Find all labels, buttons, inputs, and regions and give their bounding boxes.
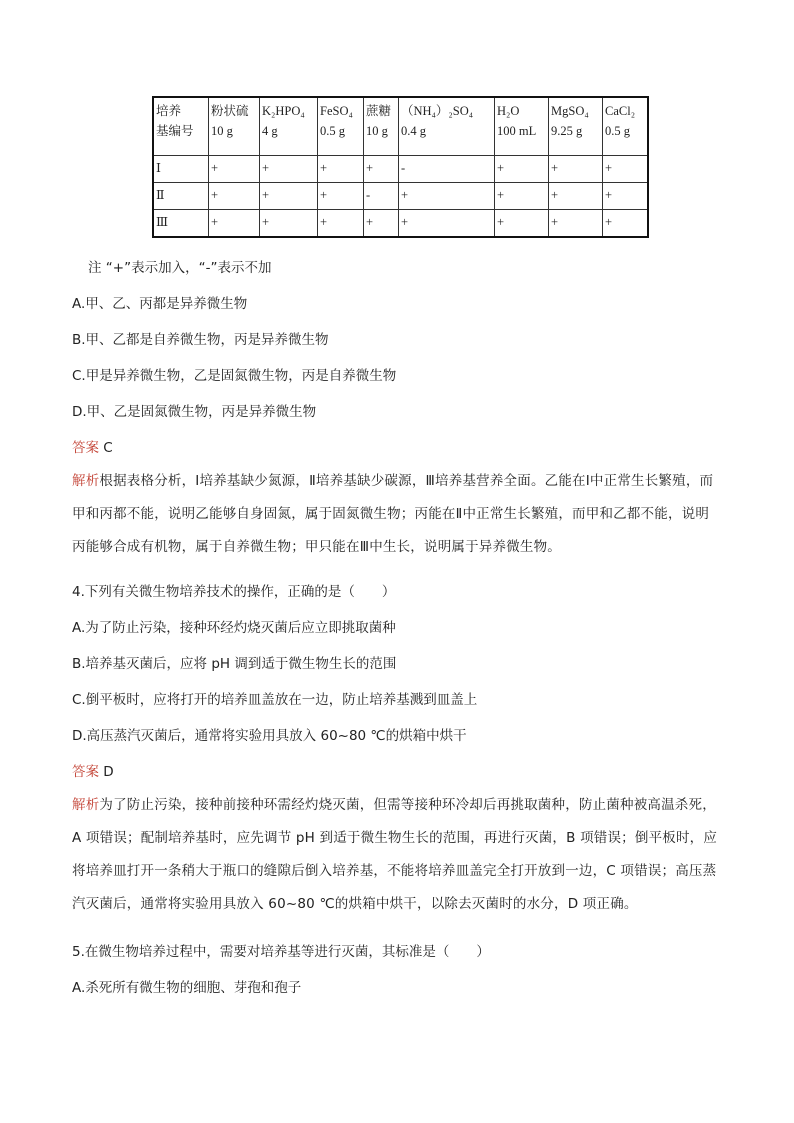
table-cell: + xyxy=(209,210,260,238)
table-cell: + xyxy=(260,156,318,183)
table-cell: + xyxy=(209,156,260,183)
table-cell: Ⅰ xyxy=(153,156,209,183)
q4-stem: 4.下列有关微生物培养技术的操作，正确的是（ ） xyxy=(72,584,396,600)
header-cell: FeSO₄ 0.5 g xyxy=(318,97,364,156)
header-cell: MgSO₄ 9.25 g xyxy=(549,97,603,156)
table-cell: + xyxy=(549,156,603,183)
table-cell: + xyxy=(318,183,364,210)
q3-analysis xyxy=(72,465,718,564)
q3-option-d: D.甲、乙是固氮微生物，丙是异养微生物 xyxy=(72,404,317,420)
header-cell: （NH₄）₂SO₄ 0.4 g xyxy=(399,97,495,156)
table-cell: + xyxy=(549,183,603,210)
table-row xyxy=(153,156,648,183)
analysis-label: 解析 xyxy=(72,797,100,813)
table-row xyxy=(153,183,648,210)
table-row xyxy=(153,210,648,238)
answer-value: C xyxy=(99,440,113,456)
table-cell: + xyxy=(318,210,364,238)
table-cell: + xyxy=(399,210,495,238)
header-cell: 粉状硫 10 g xyxy=(209,97,260,156)
q4-option-a: A.为了防止污染，接种环经灼烧灭菌后应立即挑取菌种 xyxy=(72,620,396,636)
table-cell: + xyxy=(364,210,399,238)
table-cell: - xyxy=(364,183,399,210)
analysis-text: 根据表格分析，Ⅰ培养基缺少氮源，Ⅱ培养基缺少碳源，Ⅲ培养基营养全面。乙能在Ⅰ中正常生长繁殖，而甲和丙都不能，说明乙能够自身固氮，属于固氮微生物；丙能在Ⅱ中正常生长繁殖，而甲和乙都不能，说明丙能够合成有机物，属于自养微生物；甲只能在Ⅲ中生长，说明属于异养微生物。 xyxy=(72,473,714,555)
table-cell: + xyxy=(603,183,649,210)
table-cell: Ⅱ xyxy=(153,183,209,210)
table-cell: + xyxy=(260,183,318,210)
table-cell: + xyxy=(260,210,318,238)
table-cell: + xyxy=(603,156,649,183)
q4-option-c: C.倒平板时，应将打开的培养皿盖放在一边，防止培养基溅到皿盖上 xyxy=(72,692,478,708)
q4-analysis xyxy=(72,789,718,921)
culture-media-table-wrap xyxy=(152,96,649,238)
analysis-text: 为了防止污染，接种前接种环需经灼烧灭菌，但需等接种环冷却后再挑取菌种，防止菌种被高温杀死，A 项错误；配制培养基时，应先调节 pH 到适于微生物生长的范围，再进行灭菌，B 项错误；倒平板时，应将培养皿打开一条稍大于瓶口的缝隙后倒入培养基，不能将培养皿盖完全打开放到一边，C 项错误；高压蒸汽灭菌后，通常将实验用具放入 60~80 ℃的烘箱中烘干，以除去灭菌时的水分，D 项正确。 xyxy=(72,797,718,912)
q5-stem: 5.在微生物培养过程中，需要对培养基等进行灭菌，其标准是（ ） xyxy=(72,944,490,960)
table-cell: + xyxy=(318,156,364,183)
answer-label: 答案 xyxy=(72,440,99,456)
header-cell: 培养 基编号 xyxy=(153,97,209,156)
table-cell: + xyxy=(603,210,649,238)
header-cell: K₂HPO₄ 4 g xyxy=(260,97,318,156)
header-cell: CaCl₂ 0.5 g xyxy=(603,97,649,156)
header-cell: H₂O 100 mL xyxy=(495,97,549,156)
q3-answer xyxy=(72,438,732,458)
q4-option-d: D.高压蒸汽灭菌后，通常将实验用具放入 60~80 ℃的烘箱中烘干 xyxy=(72,728,467,744)
table-cell: + xyxy=(549,210,603,238)
q4-answer xyxy=(72,762,732,782)
q3-option-c: C.甲是异养微生物，乙是固氮微生物，丙是自养微生物 xyxy=(72,368,397,384)
table-cell: + xyxy=(495,156,549,183)
answer-value: D xyxy=(99,764,114,780)
table-cell: Ⅲ xyxy=(153,210,209,238)
answer-label: 答案 xyxy=(72,764,99,780)
culture-media-table xyxy=(152,96,649,238)
table-cell: + xyxy=(364,156,399,183)
analysis-label: 解析 xyxy=(72,473,100,489)
table-cell: + xyxy=(399,183,495,210)
q5-option-a: A.杀死所有微生物的细胞、芽孢和孢子 xyxy=(72,980,302,996)
table-cell: + xyxy=(495,183,549,210)
table-cell: + xyxy=(209,183,260,210)
table-cell: + xyxy=(495,210,549,238)
q3-option-b: B.甲、乙都是自养微生物，丙是异养微生物 xyxy=(72,332,329,348)
q3-option-a: A.甲、乙、丙都是异养微生物 xyxy=(72,296,248,312)
table-cell: - xyxy=(399,156,495,183)
table-note: 注 “+”表示加入，“-”表示不加 xyxy=(88,260,272,276)
header-cell: 蔗糖 10 g xyxy=(364,97,399,156)
table-header-row xyxy=(153,97,648,156)
q4-option-b: B.培养基灭菌后，应将 pH 调到适于微生物生长的范围 xyxy=(72,656,397,672)
